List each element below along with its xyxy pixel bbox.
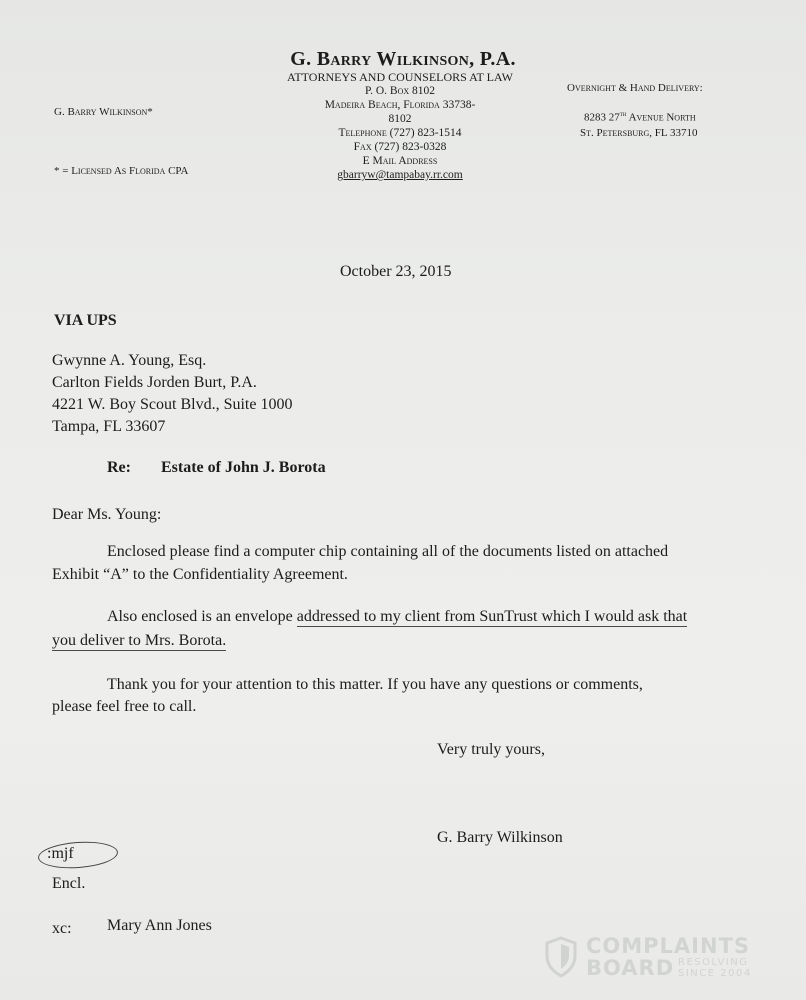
salutation: Dear Ms. Young: (52, 506, 162, 523)
recipient-street: 4221 W. Boy Scout Blvd., Suite 1000 (52, 396, 293, 413)
shield-icon (544, 936, 578, 978)
re-label: Re: (107, 459, 131, 476)
city-line-2: 8102 (388, 113, 412, 125)
watermark-tag-2: SINCE 2004 (678, 968, 752, 979)
paragraph-1-line-1: Enclosed please find a computer chip containing all of the documents listed on attached (107, 543, 669, 560)
letter-date: October 23, 2015 (340, 263, 452, 280)
watermark-line-1: COMPLAINTS (586, 934, 751, 958)
cc-name: Mary Ann Jones (107, 917, 212, 934)
attorney-name: G. Barry Wilkinson* (54, 106, 153, 118)
cpa-note: * = Licensed As Florida CPA (54, 165, 189, 177)
typist-initials: :mjf (47, 845, 74, 862)
firm-tagline: ATTORNEYS AND COUNSELORS AT LAW (287, 70, 513, 84)
enclosure-note: Encl. (52, 875, 86, 892)
complaints-board-watermark (544, 934, 764, 982)
watermark-line-2: BOARD (586, 956, 675, 980)
paragraph-2-lead: Also enclosed is an envelope (107, 608, 297, 625)
paragraph-2-line-1 (107, 608, 687, 626)
delivery-street-name: Avenue North (626, 111, 696, 124)
delivery-heading: Overnight & Hand Delivery: (567, 82, 703, 94)
paragraph-1-line-2: Exhibit “A” to the Confidentiality Agreement. (52, 566, 348, 583)
po-box: P. O. Box 8102 (364, 85, 436, 97)
recipient-city: Tampa, FL 33607 (52, 418, 166, 435)
delivery-method: VIA UPS (54, 312, 117, 329)
city-line-1: Madeira Beach, Florida 33738- (324, 99, 476, 111)
delivery-street-suffix: th (619, 110, 627, 118)
watermark-tag-1: RESOLVING (678, 957, 749, 968)
letterhead-contact-block (255, 70, 545, 182)
paragraph-3-line-1: Thank you for your attention to this matter. If you have any questions or comments, (107, 676, 643, 693)
underlined-request-end: you deliver to Mrs. Borota. (52, 632, 227, 649)
recipient-firm: Carlton Fields Jorden Burt, P.A. (52, 374, 257, 391)
closing: Very truly yours, (437, 741, 545, 758)
underlined-request: addressed to my client from SunTrust which I would ask that (296, 608, 688, 625)
telephone: Telephone (727) 823-1514 (338, 127, 462, 139)
firm-name: G. Barry Wilkinson, P.A. (290, 48, 516, 70)
email-label: E Mail Address (362, 155, 438, 167)
cc-label: xc: (52, 920, 72, 937)
re-subject: Estate of John J. Borota (161, 459, 326, 476)
paragraph-3-line-2: please feel free to call. (52, 698, 197, 715)
recipient-name: Gwynne A. Young, Esq. (52, 352, 207, 369)
email-link[interactable]: gbarryw@tampabay.rr.com (337, 169, 463, 181)
delivery-street (584, 110, 696, 124)
signature-name: G. Barry Wilkinson (437, 829, 563, 846)
delivery-city: St. Petersburg, FL 33710 (580, 127, 698, 139)
fax: Fax (727) 823-0328 (353, 141, 447, 153)
paragraph-2-line-2 (52, 632, 226, 650)
delivery-street-number: 8283 27 (584, 111, 620, 124)
